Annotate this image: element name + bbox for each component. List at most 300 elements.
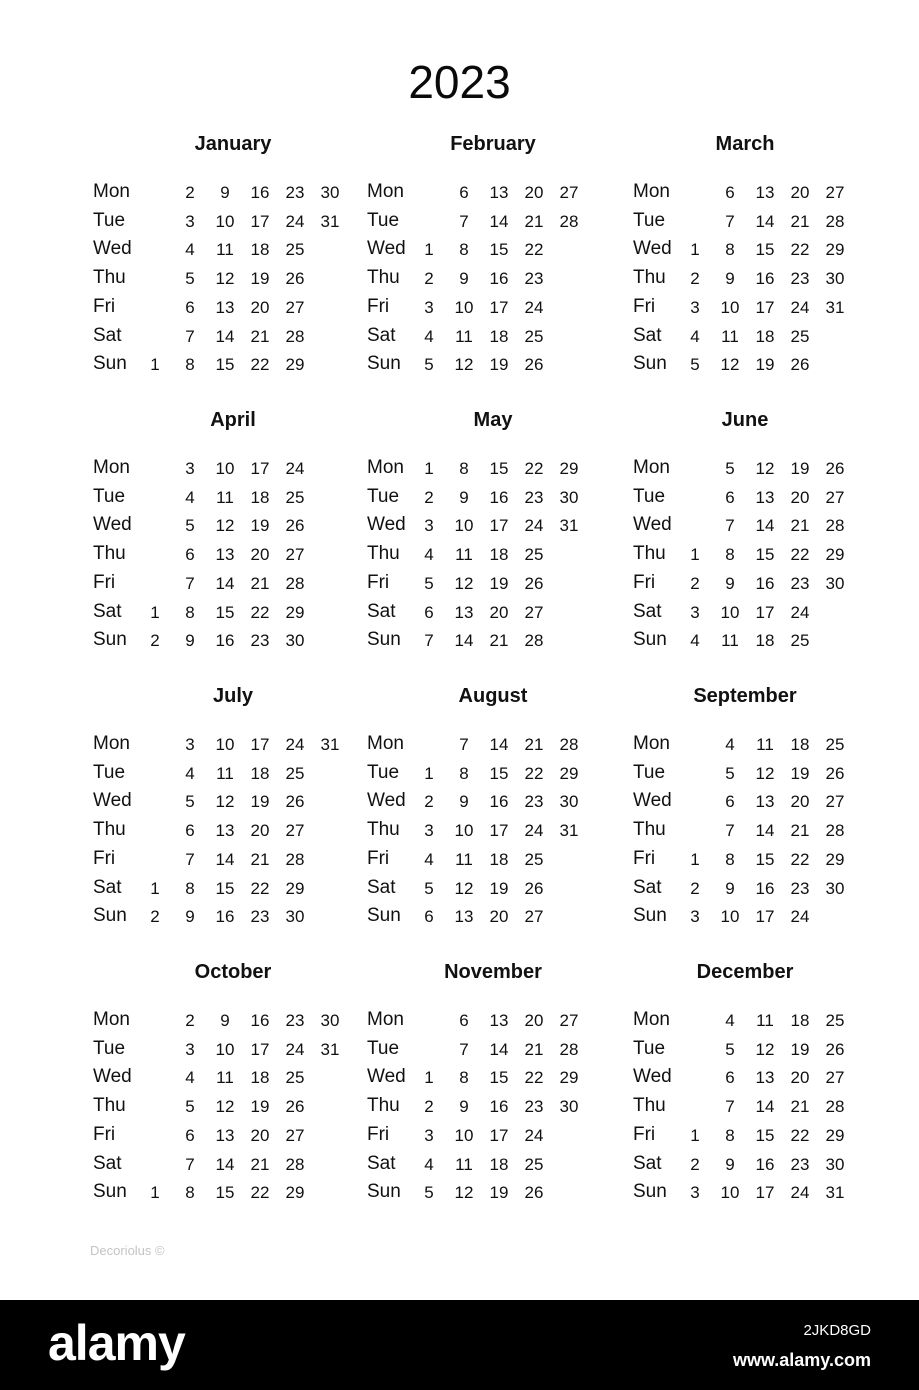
date-cell: 18 (755, 326, 775, 346)
month-title: June (721, 409, 769, 431)
date-cell: 12 (454, 1183, 474, 1203)
date-cell: 29 (285, 602, 305, 622)
date-cell: 21 (790, 516, 810, 536)
date-cell: 12 (755, 1039, 775, 1059)
date-cell: 23 (524, 792, 544, 812)
credit-text: Decoriolus © (90, 1243, 165, 1258)
date-cell: 7 (459, 735, 469, 754)
date-cell: 30 (825, 573, 845, 593)
week-day-row (633, 513, 903, 541)
week-day-row (367, 209, 637, 237)
date-cell: 17 (250, 211, 270, 231)
week-day-row (93, 1123, 363, 1151)
date-cell: 5 (424, 1183, 434, 1203)
weekday-label: Mon (93, 733, 130, 754)
date-cell: 17 (489, 297, 509, 317)
week-day-row (367, 847, 637, 875)
date-cell: 1 (150, 355, 160, 375)
weekday-label: Sun (633, 629, 667, 651)
date-cell: 26 (285, 269, 305, 289)
date-cell: 12 (755, 459, 775, 478)
date-cell: 31 (825, 1183, 845, 1203)
weekday-label: Tue (93, 485, 126, 507)
date-cell: 25 (825, 1011, 845, 1030)
date-cell: 28 (559, 735, 579, 754)
date-cell: 28 (285, 573, 305, 593)
date-cell: 14 (215, 849, 235, 869)
date-cell: 18 (489, 545, 509, 565)
date-cell: 5 (424, 355, 434, 375)
week-day-row (367, 1008, 637, 1036)
month-title: March (715, 133, 775, 155)
date-cell: 1 (690, 849, 700, 869)
week-day-row (93, 542, 363, 570)
date-cell: 7 (459, 211, 469, 231)
month-title: January (194, 133, 272, 155)
date-cell: 18 (489, 1154, 509, 1174)
week-day-row (93, 876, 363, 904)
date-cell: 2 (185, 1011, 195, 1030)
date-cell: 15 (755, 1125, 775, 1145)
weekday-label: Wed (93, 514, 132, 536)
date-cell: 29 (825, 849, 845, 869)
date-cell: 8 (185, 602, 195, 622)
week-day-row (93, 1094, 363, 1122)
date-cell: 27 (825, 183, 845, 202)
date-cell: 22 (524, 1068, 544, 1088)
weekday-label: Fri (633, 1123, 656, 1145)
month-title: July (212, 685, 254, 707)
date-cell: 14 (755, 211, 775, 231)
date-cell: 12 (755, 763, 775, 783)
date-cell: 3 (185, 735, 195, 754)
weekday-label: Thu (633, 543, 666, 565)
week-day-row (93, 600, 363, 628)
week-day-row (93, 904, 363, 932)
date-cell: 10 (720, 1183, 740, 1203)
date-cell: 26 (825, 1039, 845, 1059)
date-cell: 22 (790, 545, 810, 565)
date-cell: 20 (489, 907, 509, 927)
date-cell: 21 (250, 1154, 270, 1174)
week-day-row (93, 1180, 363, 1208)
date-cell: 7 (185, 849, 195, 869)
date-cell: 9 (725, 573, 735, 593)
date-cell: 31 (320, 211, 340, 231)
date-cell: 17 (250, 735, 270, 754)
date-cell: 12 (720, 355, 740, 375)
date-cell: 27 (285, 1125, 305, 1145)
stock-url: www.alamy.com (732, 1350, 871, 1370)
date-cell: 4 (185, 240, 195, 260)
week-day-row (367, 571, 637, 599)
date-cell: 27 (285, 545, 305, 565)
date-cell: 6 (185, 545, 195, 565)
weekday-label: Wed (633, 238, 672, 260)
date-cell: 21 (250, 849, 270, 869)
date-cell: 22 (790, 849, 810, 869)
month-january (93, 132, 363, 394)
date-cell: 10 (720, 907, 740, 927)
week-day-row (633, 732, 903, 760)
date-cell: 15 (215, 602, 235, 622)
date-cell: 4 (424, 545, 434, 565)
weekday-label: Mon (367, 733, 404, 754)
date-cell: 14 (489, 735, 509, 754)
weekday-label: Fri (93, 571, 116, 593)
week-day-row (633, 761, 903, 789)
date-cell: 5 (725, 1039, 735, 1059)
week-day-row (633, 1065, 903, 1093)
date-cell: 13 (215, 297, 235, 317)
week-day-row (367, 352, 637, 380)
date-cell: 11 (756, 1011, 774, 1030)
weekday-label: Fri (633, 295, 656, 317)
weekday-label: Mon (633, 1009, 670, 1030)
date-cell: 14 (489, 211, 509, 231)
date-cell: 15 (215, 878, 235, 898)
week-day-row (93, 1065, 363, 1093)
weekday-label: Wed (93, 790, 132, 812)
date-cell: 20 (790, 183, 810, 202)
date-cell: 25 (790, 631, 810, 651)
date-cell: 21 (790, 211, 810, 231)
date-cell: 15 (215, 1183, 235, 1203)
date-cell: 28 (825, 821, 845, 841)
weekday-label: Thu (93, 543, 126, 565)
weekday-label: Sat (367, 876, 396, 898)
date-cell: 23 (524, 487, 544, 507)
week-day-row (367, 513, 637, 541)
date-cell: 12 (215, 1097, 235, 1117)
week-day-row (633, 180, 903, 208)
date-cell: 16 (250, 1011, 270, 1030)
week-day-row (367, 237, 637, 265)
date-cell: 23 (790, 1154, 810, 1174)
date-cell: 14 (755, 1097, 775, 1117)
date-cell: 10 (454, 821, 474, 841)
week-day-row (93, 209, 363, 237)
weekday-label: Sat (93, 1152, 122, 1174)
date-cell: 13 (454, 907, 474, 927)
month-august (367, 684, 637, 946)
month-title: February (450, 133, 536, 155)
week-day-row (93, 352, 363, 380)
date-cell: 18 (250, 763, 270, 783)
week-day-row (633, 324, 903, 352)
date-cell: 20 (250, 1125, 270, 1145)
week-day-row (93, 485, 363, 513)
date-cell: 15 (755, 849, 775, 869)
date-cell: 23 (524, 269, 544, 289)
date-cell: 11 (455, 326, 473, 346)
date-cell: 15 (489, 240, 509, 260)
date-cell: 6 (725, 1068, 735, 1088)
date-cell: 6 (424, 602, 434, 622)
date-cell: 13 (755, 792, 775, 812)
weekday-label: Thu (367, 819, 400, 841)
date-cell: 12 (454, 573, 474, 593)
date-cell: 22 (250, 1183, 270, 1203)
weekday-label: Fri (93, 847, 116, 869)
weekday-label: Wed (367, 514, 406, 536)
week-day-row (633, 628, 903, 656)
date-cell: 21 (250, 573, 270, 593)
date-cell: 25 (524, 849, 544, 869)
date-cell: 8 (185, 1183, 195, 1203)
date-cell: 6 (185, 297, 195, 317)
date-cell: 29 (825, 545, 845, 565)
date-cell: 14 (489, 1039, 509, 1059)
date-cell: 2 (690, 878, 700, 898)
weekday-label: Sun (93, 905, 127, 927)
date-cell: 8 (459, 763, 469, 783)
date-cell: 18 (790, 1011, 810, 1030)
date-cell: 30 (285, 907, 305, 927)
date-cell: 4 (185, 487, 195, 507)
date-cell: 19 (489, 1183, 509, 1203)
weekday-label: Thu (367, 267, 400, 289)
date-cell: 16 (755, 878, 775, 898)
date-cell: 7 (185, 573, 195, 593)
date-cell: 10 (215, 735, 235, 754)
date-cell: 8 (725, 240, 735, 260)
week-day-row (633, 352, 903, 380)
date-cell: 29 (559, 1068, 579, 1088)
date-cell: 3 (185, 459, 195, 478)
date-cell: 12 (215, 516, 235, 536)
weekday-label: Fri (367, 295, 390, 317)
date-cell: 11 (455, 1154, 473, 1174)
date-cell: 27 (285, 821, 305, 841)
date-cell: 14 (755, 516, 775, 536)
date-cell: 6 (725, 487, 735, 507)
date-cell: 31 (559, 821, 579, 841)
week-day-row (633, 295, 903, 323)
weekday-label: Thu (633, 267, 666, 289)
date-cell: 19 (489, 878, 509, 898)
date-cell: 10 (215, 1039, 235, 1059)
date-cell: 23 (790, 573, 810, 593)
date-cell: 20 (790, 792, 810, 812)
date-cell: 9 (220, 183, 230, 202)
date-cell: 20 (250, 297, 270, 317)
date-cell: 3 (185, 1039, 195, 1059)
month-title: October (194, 961, 272, 983)
weekday-label: Fri (367, 1123, 390, 1145)
weekday-label: Thu (93, 1095, 126, 1117)
weekday-label: Wed (633, 514, 672, 536)
date-cell: 13 (489, 183, 509, 202)
date-cell: 18 (250, 487, 270, 507)
date-cell: 29 (285, 1183, 305, 1203)
week-day-row (633, 818, 903, 846)
date-cell: 28 (285, 849, 305, 869)
week-day-row (367, 732, 637, 760)
date-cell: 21 (524, 211, 544, 231)
date-cell: 20 (790, 487, 810, 507)
date-cell: 13 (489, 1011, 509, 1030)
date-cell: 1 (424, 1068, 434, 1088)
date-cell: 25 (524, 326, 544, 346)
week-day-row (367, 1123, 637, 1151)
date-cell: 19 (790, 459, 810, 478)
date-cell: 10 (720, 297, 740, 317)
date-cell: 25 (285, 763, 305, 783)
date-cell: 13 (215, 1125, 235, 1145)
weekday-label: Mon (367, 1009, 404, 1030)
date-cell: 5 (690, 355, 700, 375)
date-cell: 2 (690, 1154, 700, 1174)
date-cell: 1 (150, 878, 160, 898)
date-cell: 4 (424, 326, 434, 346)
calendar-year-title: 2023 (408, 56, 511, 108)
date-cell: 14 (215, 573, 235, 593)
date-cell: 30 (825, 1154, 845, 1174)
week-day-row (93, 266, 363, 294)
week-day-row (367, 485, 637, 513)
date-cell: 24 (790, 297, 810, 317)
date-cell: 31 (559, 516, 579, 536)
week-day-row (93, 732, 363, 760)
date-cell: 10 (720, 602, 740, 622)
date-cell: 9 (459, 269, 469, 289)
date-cell: 26 (524, 573, 544, 593)
month-title: September (693, 685, 797, 707)
date-cell: 7 (725, 516, 735, 536)
date-cell: 26 (524, 878, 544, 898)
date-cell: 24 (285, 211, 305, 231)
date-cell: 12 (454, 878, 474, 898)
weekday-label: Sat (633, 324, 662, 346)
weekday-label: Sun (633, 905, 667, 927)
date-cell: 16 (755, 269, 775, 289)
weekday-label: Wed (367, 1066, 406, 1088)
week-day-row (367, 789, 637, 817)
weekday-label: Tue (633, 485, 666, 507)
date-cell: 24 (285, 1039, 305, 1059)
date-cell: 4 (185, 763, 195, 783)
date-cell: 30 (559, 1097, 579, 1117)
week-day-row (93, 789, 363, 817)
weekday-label: Tue (93, 761, 126, 783)
date-cell: 6 (185, 1125, 195, 1145)
date-cell: 12 (215, 269, 235, 289)
date-cell: 4 (424, 1154, 434, 1174)
month-june (633, 408, 903, 670)
weekday-label: Tue (633, 209, 666, 231)
date-cell: 7 (725, 1097, 735, 1117)
date-cell: 31 (320, 735, 340, 754)
date-cell: 1 (690, 545, 700, 565)
month-title: April (210, 409, 256, 431)
date-cell: 20 (524, 1011, 544, 1030)
date-cell: 14 (454, 631, 474, 651)
date-cell: 9 (185, 631, 195, 651)
date-cell: 24 (524, 297, 544, 317)
date-cell: 5 (424, 878, 434, 898)
date-cell: 6 (424, 907, 434, 927)
date-cell: 29 (559, 763, 579, 783)
date-cell: 14 (215, 326, 235, 346)
date-cell: 28 (825, 1097, 845, 1117)
date-cell: 5 (725, 459, 735, 478)
date-cell: 21 (524, 1039, 544, 1059)
week-day-row (367, 904, 637, 932)
date-cell: 30 (825, 878, 845, 898)
date-cell: 1 (424, 459, 434, 478)
week-day-row (367, 876, 637, 904)
date-cell: 13 (755, 487, 775, 507)
date-cell: 19 (755, 355, 775, 375)
date-cell: 2 (424, 792, 434, 812)
date-cell: 5 (185, 1097, 195, 1117)
date-cell: 20 (524, 183, 544, 202)
date-cell: 4 (185, 1068, 195, 1088)
weekday-label: Thu (93, 267, 126, 289)
weekday-label: Thu (367, 543, 400, 565)
week-day-row (367, 180, 637, 208)
date-cell: 26 (790, 355, 810, 375)
date-cell: 12 (215, 792, 235, 812)
date-cell: 18 (250, 240, 270, 260)
weekday-label: Sat (633, 1152, 662, 1174)
date-cell: 20 (489, 602, 509, 622)
date-cell: 5 (424, 573, 434, 593)
date-cell: 3 (424, 297, 434, 317)
month-title: August (458, 685, 528, 707)
date-cell: 24 (524, 1125, 544, 1145)
week-day-row (93, 456, 363, 484)
week-day-row (93, 571, 363, 599)
weekday-label: Sun (93, 629, 127, 651)
date-cell: 13 (755, 183, 775, 202)
date-cell: 19 (250, 269, 270, 289)
date-cell: 15 (489, 763, 509, 783)
week-day-row (93, 628, 363, 656)
date-cell: 17 (489, 821, 509, 841)
date-cell: 27 (524, 602, 544, 622)
date-cell: 22 (250, 355, 270, 375)
date-cell: 26 (285, 792, 305, 812)
date-cell: 4 (690, 631, 700, 651)
date-cell: 16 (215, 907, 235, 927)
date-cell: 27 (524, 907, 544, 927)
date-cell: 24 (790, 1183, 810, 1203)
month-october (93, 960, 363, 1222)
date-cell: 3 (424, 821, 434, 841)
week-day-row (633, 209, 903, 237)
week-day-row (367, 542, 637, 570)
date-cell: 19 (250, 1097, 270, 1117)
weekday-label: Sun (367, 905, 401, 927)
weekday-label: Mon (633, 457, 670, 478)
weekday-label: Tue (633, 761, 666, 783)
date-cell: 16 (489, 269, 509, 289)
date-cell: 6 (459, 183, 469, 202)
date-cell: 24 (524, 821, 544, 841)
week-day-row (367, 295, 637, 323)
weekday-label: Thu (367, 1095, 400, 1117)
month-may (367, 408, 637, 670)
weekday-label: Fri (93, 295, 116, 317)
week-day-row (93, 513, 363, 541)
month-february (367, 132, 637, 394)
date-cell: 29 (285, 355, 305, 375)
date-cell: 15 (755, 545, 775, 565)
weekday-label: Fri (367, 571, 390, 593)
date-cell: 16 (215, 631, 235, 651)
